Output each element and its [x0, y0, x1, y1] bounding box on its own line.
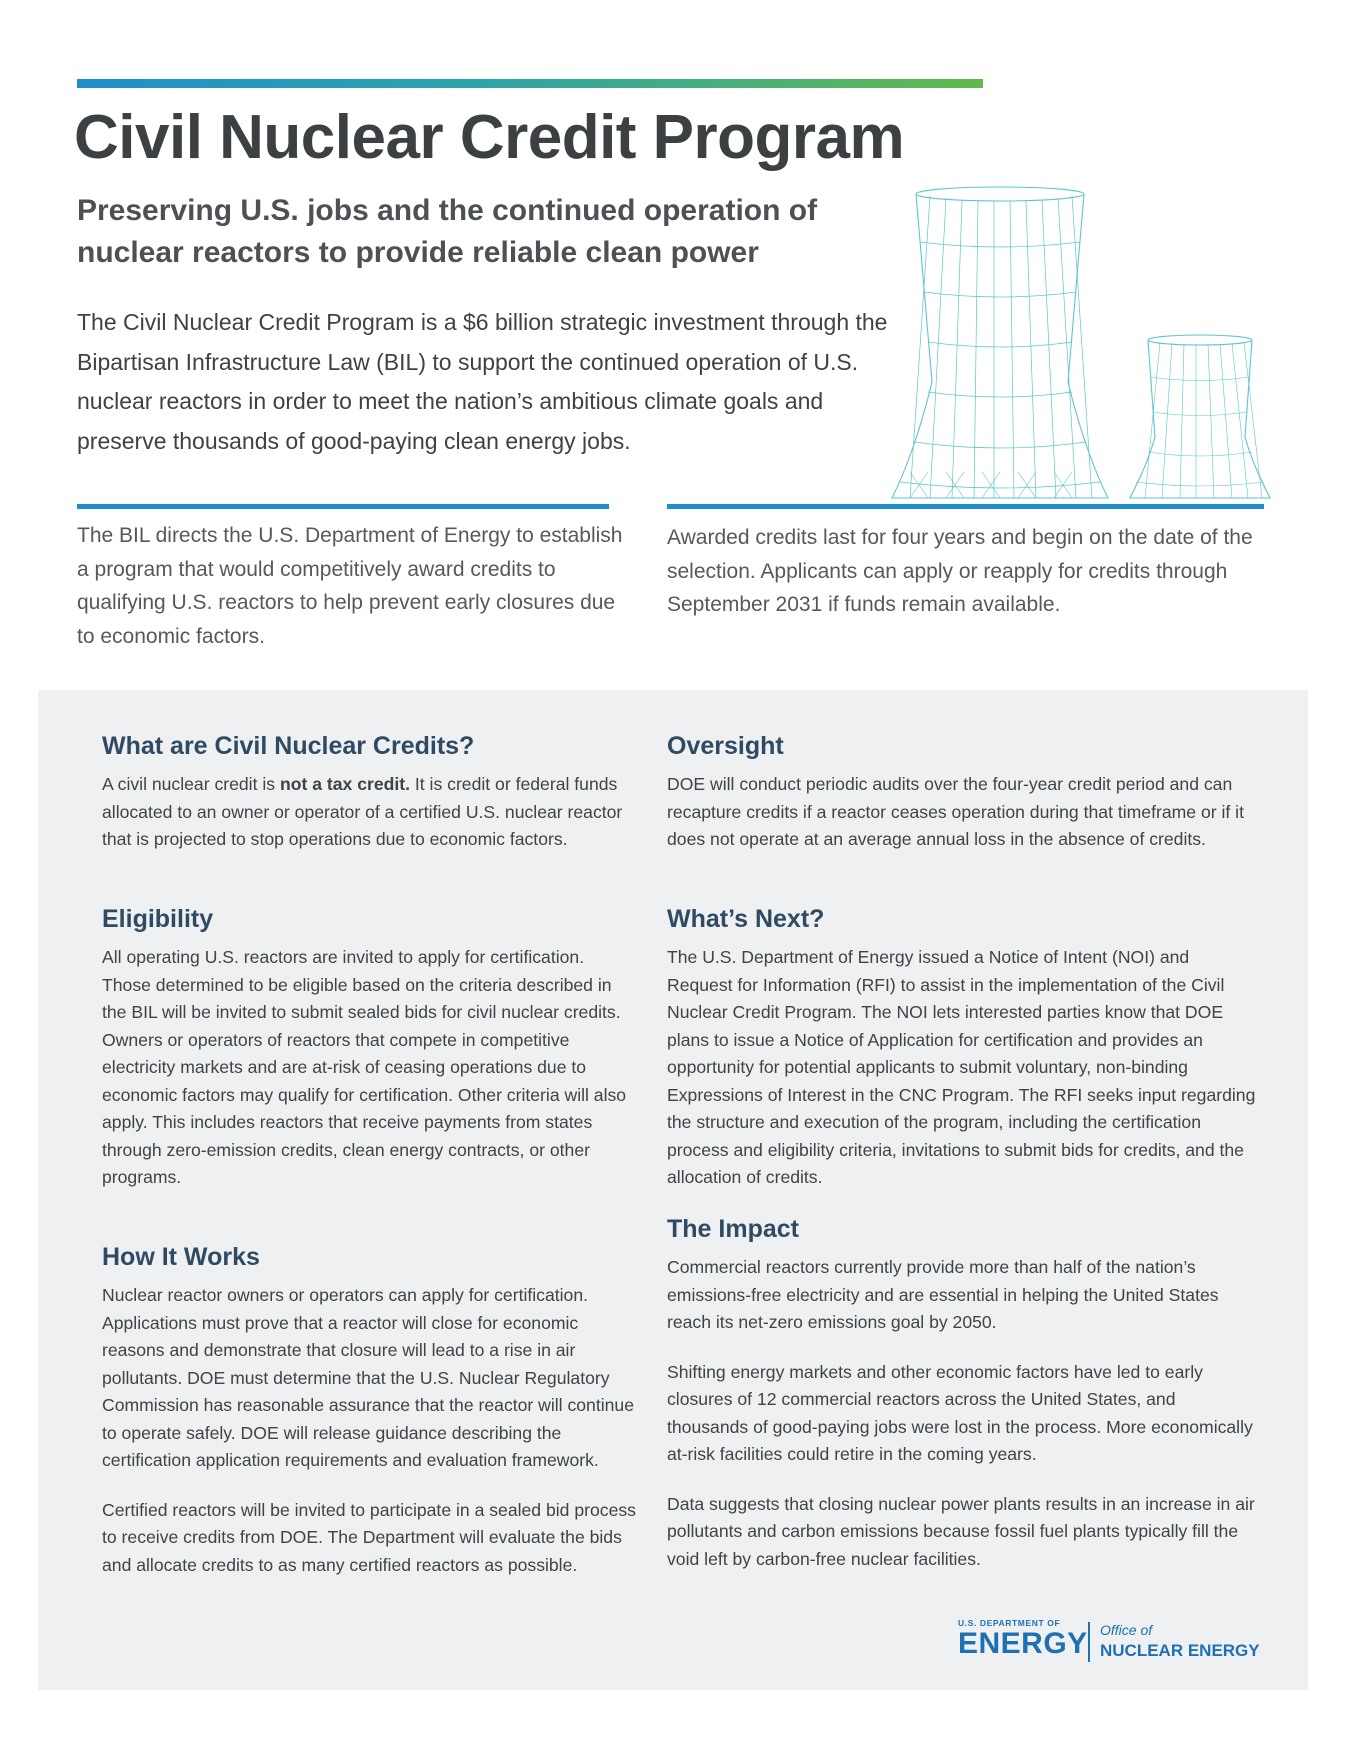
right-column-text: Awarded credits last for four years and begin on the date of the selection. Applicants can apply or reapply for credits through September 2031 if funds remain available.: [667, 526, 1253, 616]
section-body: Commercial reactors currently provide more than half of the nation’s emissions-free electricity and are essential in helping the United States reach its net-zero emissions goal by 2050.: [667, 1257, 1219, 1332]
section-body: A civil nuclear credit is not a tax credit. It is credit or federal funds allocated to an owner or operator of a certified U.S. nuclear reactor that is projected to stop operations due to economic factors.: [102, 774, 623, 849]
section-civil-nuclear-credits: [102, 732, 637, 876]
section-heading: What’s Next?: [667, 905, 825, 933]
logo-office: Office of: [1100, 1622, 1153, 1638]
section-body: The U.S. Department of Energy issued a Notice of Intent (NOI) and Request for Information (RFI) to assist in the implementation of the Civil Nuclear Credit Program. The NOI lets interested parties know that DOE plans to issue a Notice of Application for certification and provides an opportunity for potential applicants to submit voluntary, non-binding Expressions of Interest in the CNC Program. The RFI seeks input regarding the structure and execution of the program, including the certification process and eligibility criteria, invitations to submit bids for credits, and the allocation of credits.: [667, 947, 1256, 1187]
page-title: Civil Nuclear Credit Program: [74, 103, 905, 172]
section-body: All operating U.S. reactors are invited to apply for certification. Those determined to be eligible based on the criteria described in the BIL will be invited to submit sealed bids for civil nuclear credits. Owners or operators of reactors that compete in competitive electricity markets and are at-risk of ceasing operations due to economic factors may qualify for certification. Other criteria will also apply. This includes reactors that receive payments from states through zero-emission credits, clean energy contracts, or other programs.: [102, 947, 627, 1187]
logo-office-name: NUCLEAR ENERGY: [1100, 1641, 1260, 1660]
right-column-rule: [667, 504, 1264, 509]
section-eligibility: [102, 905, 637, 1214]
page-subtitle: Preserving U.S. jobs and the continued operation of nuclear reactors to provide reliable clean power: [77, 194, 818, 269]
section-body: Data suggests that closing nuclear power plants results in an increase in air pollutants and carbon emissions because fossil fuel plants typically fill the void left by carbon-free nuclear facilities.: [667, 1493, 1255, 1569]
logo-divider: [1088, 1622, 1090, 1662]
section-body: DOE will conduct periodic audits over the four-year credit period and can recapture credits if a reactor ceases operation during that timeframe or if it does not operate at an average annual loss in the absence of credits.: [667, 774, 1244, 849]
section-body: Shifting energy markets and other economic factors have led to early closures of 12 commercial reactors across the United States, and thousands of good-paying jobs were lost in the process. More economically at-risk facilities could retire in the coming years.: [667, 1361, 1253, 1464]
section-the-impact: [667, 1215, 1257, 1595]
left-column-text: The BIL directs the U.S. Department of Energy to establish a program that would competitively award credits to qualifying U.S. reactors to help prevent early closures due to economic factors.: [77, 524, 623, 648]
section-body: Certified reactors will be invited to participate in a sealed bid process to receive credits from DOE. The Department will evaluate the bids and allocate credits to as many certified reactors as possible.: [102, 1499, 636, 1575]
section-how-it-works: [102, 1243, 637, 1601]
section-heading: Oversight: [667, 732, 784, 760]
section-heading: Eligibility: [102, 905, 214, 933]
logo-dept-energy: ENERGY: [958, 1627, 1088, 1660]
section-oversight: [667, 732, 1257, 876]
section-heading: What are Civil Nuclear Credits?: [102, 732, 475, 760]
section-whats-next: [667, 905, 1257, 1214]
section-heading: The Impact: [667, 1215, 799, 1243]
intro-paragraph: The Civil Nuclear Credit Program is a $6 billion strategic investment through the Bipartisan Infrastructure Law (BIL) to support the continued operation of U.S. nuclear reactors in order to meet the nation’s ambitious climate goals and preserve thousands of good-paying clean energy jobs.: [77, 309, 888, 454]
section-body: Nuclear reactor owners or operators can apply for certification. Applications must prove that a reactor will close for economic reasons and demonstrate that closure will lead to a rise in air pollutants. DOE must determine that the U.S. Nuclear Regulatory Commission has reasonable assurance that the reactor will continue to operate safely. DOE will release guidance describing the certification application requirements and evaluation framework.: [102, 1285, 634, 1470]
header-gradient-bar: [77, 79, 983, 88]
left-column-rule: [77, 504, 609, 509]
section-heading: How It Works: [102, 1243, 260, 1271]
cooling-towers-illustration: [880, 182, 1280, 512]
logo-dept-small: U.S. DEPARTMENT OF: [958, 1618, 1061, 1628]
